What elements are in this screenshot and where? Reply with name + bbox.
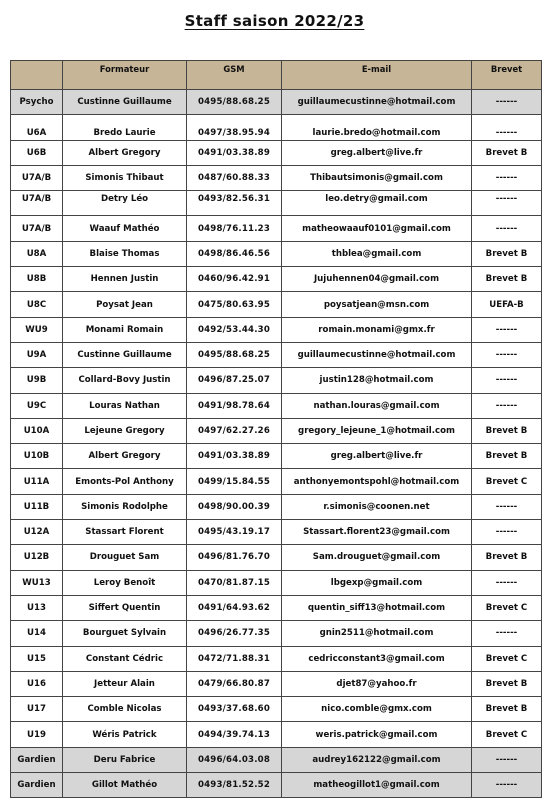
brevet-cell: ------	[472, 368, 542, 393]
header-team	[11, 61, 63, 90]
gsm-cell: 0472/71.88.31	[187, 646, 282, 671]
table-row	[11, 444, 542, 469]
table-row	[11, 646, 542, 671]
brevet-cell: Brevet C	[472, 722, 542, 747]
team-cell: Gardien	[11, 773, 63, 798]
formateur-cell: Waauf Mathéo	[63, 216, 187, 241]
brevet-cell: ------	[472, 115, 542, 140]
brevet-cell: Brevet C	[472, 646, 542, 671]
email-cell: audrey162122@gmail.com	[282, 747, 472, 772]
brevet-cell: Brevet C	[472, 469, 542, 494]
gsm-cell: 0496/26.77.35	[187, 621, 282, 646]
email-cell: gregory_lejeune_1@hotmail.com	[282, 418, 472, 443]
email-cell: quentin_siff13@hotmail.com	[282, 595, 472, 620]
brevet-cell: Brevet B	[472, 267, 542, 292]
team-cell: U9A	[11, 342, 63, 367]
formateur-cell: Simonis Thibaut	[63, 165, 187, 190]
email-cell: nathan.louras@gmail.com	[282, 393, 472, 418]
table-row	[11, 595, 542, 620]
brevet-cell: ------	[472, 165, 542, 190]
email-cell: nico.comble@gmx.com	[282, 697, 472, 722]
formateur-cell: Louras Nathan	[63, 393, 187, 418]
table-row	[11, 773, 542, 798]
brevet-cell: ------	[472, 191, 542, 216]
page-title	[0, 12, 549, 30]
table-row	[11, 747, 542, 772]
formateur-cell: Stassart Florent	[63, 520, 187, 545]
table-row	[11, 393, 542, 418]
formateur-cell: Collard-Bovy Justin	[63, 368, 187, 393]
table-row	[11, 697, 542, 722]
formateur-cell: Detry Léo	[63, 191, 187, 216]
table-row	[11, 368, 542, 393]
brevet-cell: ------	[472, 342, 542, 367]
team-cell: U13	[11, 595, 63, 620]
gsm-cell: 0491/64.93.62	[187, 595, 282, 620]
header-formateur: Formateur	[63, 61, 187, 90]
team-cell: U10B	[11, 444, 63, 469]
email-cell: Thibautsimonis@gmail.com	[282, 165, 472, 190]
team-cell: U11B	[11, 494, 63, 519]
gsm-cell: 0470/81.87.15	[187, 570, 282, 595]
formateur-cell: Albert Gregory	[63, 444, 187, 469]
team-cell: U12B	[11, 545, 63, 570]
formateur-cell: Hennen Justin	[63, 267, 187, 292]
team-cell: U19	[11, 722, 63, 747]
team-cell: U7A/B	[11, 165, 63, 190]
table-row	[11, 520, 542, 545]
header-email: E-mail	[282, 61, 472, 90]
email-cell: poysatjean@msn.com	[282, 292, 472, 317]
gsm-cell: 0497/62.27.26	[187, 418, 282, 443]
header-brevet: Brevet	[472, 61, 542, 90]
email-cell: thblea@gmail.com	[282, 241, 472, 266]
brevet-cell: Brevet B	[472, 140, 542, 165]
email-cell: Stassart.florent23@gmail.com	[282, 520, 472, 545]
email-cell: laurie.bredo@hotmail.com	[282, 115, 472, 140]
gsm-cell: 0496/64.03.08	[187, 747, 282, 772]
table-row	[11, 191, 542, 216]
table-row	[11, 90, 542, 115]
table-row	[11, 241, 542, 266]
table-row	[11, 494, 542, 519]
brevet-cell: ------	[472, 747, 542, 772]
team-cell: U8B	[11, 267, 63, 292]
email-cell: guillaumecustinne@hotmail.com	[282, 342, 472, 367]
formateur-cell: Monami Romain	[63, 317, 187, 342]
formateur-cell: Custinne Guillaume	[63, 342, 187, 367]
table-row	[11, 115, 542, 140]
team-cell: WU9	[11, 317, 63, 342]
gsm-cell: 0498/86.46.56	[187, 241, 282, 266]
team-cell: Gardien	[11, 747, 63, 772]
email-cell: greg.albert@live.fr	[282, 140, 472, 165]
team-cell: U7A/B	[11, 216, 63, 241]
team-cell: U17	[11, 697, 63, 722]
table-row	[11, 216, 542, 241]
gsm-cell: 0479/66.80.87	[187, 671, 282, 696]
header-gsm: GSM	[187, 61, 282, 90]
email-cell: matheowaauf0101@gmail.com	[282, 216, 472, 241]
brevet-cell: ------	[472, 317, 542, 342]
brevet-cell: Brevet C	[472, 595, 542, 620]
formateur-cell: Leroy Benoît	[63, 570, 187, 595]
table-row	[11, 267, 542, 292]
gsm-cell: 0495/88.68.25	[187, 342, 282, 367]
gsm-cell: 0495/43.19.17	[187, 520, 282, 545]
page-title-text: Staff saison 2022/23	[184, 12, 365, 30]
brevet-cell: UEFA-B	[472, 292, 542, 317]
gsm-cell: 0496/87.25.07	[187, 368, 282, 393]
brevet-cell: Brevet B	[472, 241, 542, 266]
gsm-cell: 0491/98.78.64	[187, 393, 282, 418]
gsm-cell: 0491/03.38.89	[187, 444, 282, 469]
formateur-cell: Drouguet Sam	[63, 545, 187, 570]
gsm-cell: 0495/88.68.25	[187, 90, 282, 115]
gsm-cell: 0491/03.38.89	[187, 140, 282, 165]
team-cell: U9B	[11, 368, 63, 393]
table-row	[11, 317, 542, 342]
formateur-cell: Custinne Guillaume	[63, 90, 187, 115]
email-cell: weris.patrick@gmail.com	[282, 722, 472, 747]
table-row	[11, 140, 542, 165]
team-cell: U8C	[11, 292, 63, 317]
brevet-cell: ------	[472, 621, 542, 646]
table-row	[11, 342, 542, 367]
email-cell: Jujuhennen04@gmail.com	[282, 267, 472, 292]
table-row	[11, 165, 542, 190]
email-cell: djet87@yahoo.fr	[282, 671, 472, 696]
gsm-cell: 0460/96.42.91	[187, 267, 282, 292]
team-cell: Psycho	[11, 90, 63, 115]
email-cell: gnin2511@hotmail.com	[282, 621, 472, 646]
team-cell: U6B	[11, 140, 63, 165]
brevet-cell: Brevet B	[472, 418, 542, 443]
table-header-row	[11, 61, 542, 90]
email-cell: cedricconstant3@gmail.com	[282, 646, 472, 671]
formateur-cell: Albert Gregory	[63, 140, 187, 165]
formateur-cell: Bredo Laurie	[63, 115, 187, 140]
table-row	[11, 570, 542, 595]
table-row	[11, 469, 542, 494]
gsm-cell: 0498/90.00.39	[187, 494, 282, 519]
email-cell: greg.albert@live.fr	[282, 444, 472, 469]
gsm-cell: 0493/81.52.52	[187, 773, 282, 798]
email-cell: romain.monami@gmx.fr	[282, 317, 472, 342]
table-row	[11, 292, 542, 317]
formateur-cell: Bourguet Sylvain	[63, 621, 187, 646]
email-cell: guillaumecustinne@hotmail.com	[282, 90, 472, 115]
gsm-cell: 0493/37.68.60	[187, 697, 282, 722]
staff-table	[10, 60, 542, 798]
team-cell: U11A	[11, 469, 63, 494]
gsm-cell: 0492/53.44.30	[187, 317, 282, 342]
formateur-cell: Poysat Jean	[63, 292, 187, 317]
table-row	[11, 671, 542, 696]
formateur-cell: Blaise Thomas	[63, 241, 187, 266]
brevet-cell: ------	[472, 216, 542, 241]
email-cell: lbgexp@gmail.com	[282, 570, 472, 595]
team-cell: U14	[11, 621, 63, 646]
gsm-cell: 0487/60.88.33	[187, 165, 282, 190]
formateur-cell: Constant Cédric	[63, 646, 187, 671]
brevet-cell: Brevet B	[472, 671, 542, 696]
formateur-cell: Gillot Mathéo	[63, 773, 187, 798]
formateur-cell: Siffert Quentin	[63, 595, 187, 620]
team-cell: U9C	[11, 393, 63, 418]
brevet-cell: ------	[472, 494, 542, 519]
formateur-cell: Jetteur Alain	[63, 671, 187, 696]
formateur-cell: Simonis Rodolphe	[63, 494, 187, 519]
formateur-cell: Wéris Patrick	[63, 722, 187, 747]
team-cell: U12A	[11, 520, 63, 545]
brevet-cell: ------	[472, 90, 542, 115]
team-cell: U15	[11, 646, 63, 671]
brevet-cell: ------	[472, 520, 542, 545]
gsm-cell: 0494/39.74.13	[187, 722, 282, 747]
team-cell: U8A	[11, 241, 63, 266]
brevet-cell: ------	[472, 393, 542, 418]
gsm-cell: 0475/80.63.95	[187, 292, 282, 317]
gsm-cell: 0498/76.11.23	[187, 216, 282, 241]
table-body	[11, 90, 542, 798]
brevet-cell: Brevet B	[472, 444, 542, 469]
email-cell: leo.detry@gmail.com	[282, 191, 472, 216]
team-cell: WU13	[11, 570, 63, 595]
brevet-cell: Brevet B	[472, 697, 542, 722]
team-cell: U16	[11, 671, 63, 696]
table-row	[11, 418, 542, 443]
email-cell: anthonyemontspohl@hotmail.com	[282, 469, 472, 494]
formateur-cell: Deru Fabrice	[63, 747, 187, 772]
team-cell: U6A	[11, 115, 63, 140]
gsm-cell: 0499/15.84.55	[187, 469, 282, 494]
brevet-cell: ------	[472, 773, 542, 798]
table-row	[11, 621, 542, 646]
team-cell: U10A	[11, 418, 63, 443]
brevet-cell: Brevet B	[472, 545, 542, 570]
formateur-cell: Emonts-Pol Anthony	[63, 469, 187, 494]
email-cell: justin128@hotmail.com	[282, 368, 472, 393]
formateur-cell: Lejeune Gregory	[63, 418, 187, 443]
table-row	[11, 722, 542, 747]
email-cell: matheogillot1@gmail.com	[282, 773, 472, 798]
formateur-cell: Comble Nicolas	[63, 697, 187, 722]
gsm-cell: 0497/38.95.94	[187, 115, 282, 140]
team-cell: U7A/B	[11, 191, 63, 216]
email-cell: r.simonis@coonen.net	[282, 494, 472, 519]
gsm-cell: 0493/82.56.31	[187, 191, 282, 216]
gsm-cell: 0496/81.76.70	[187, 545, 282, 570]
table-row	[11, 545, 542, 570]
email-cell: Sam.drouguet@gmail.com	[282, 545, 472, 570]
brevet-cell: ------	[472, 570, 542, 595]
